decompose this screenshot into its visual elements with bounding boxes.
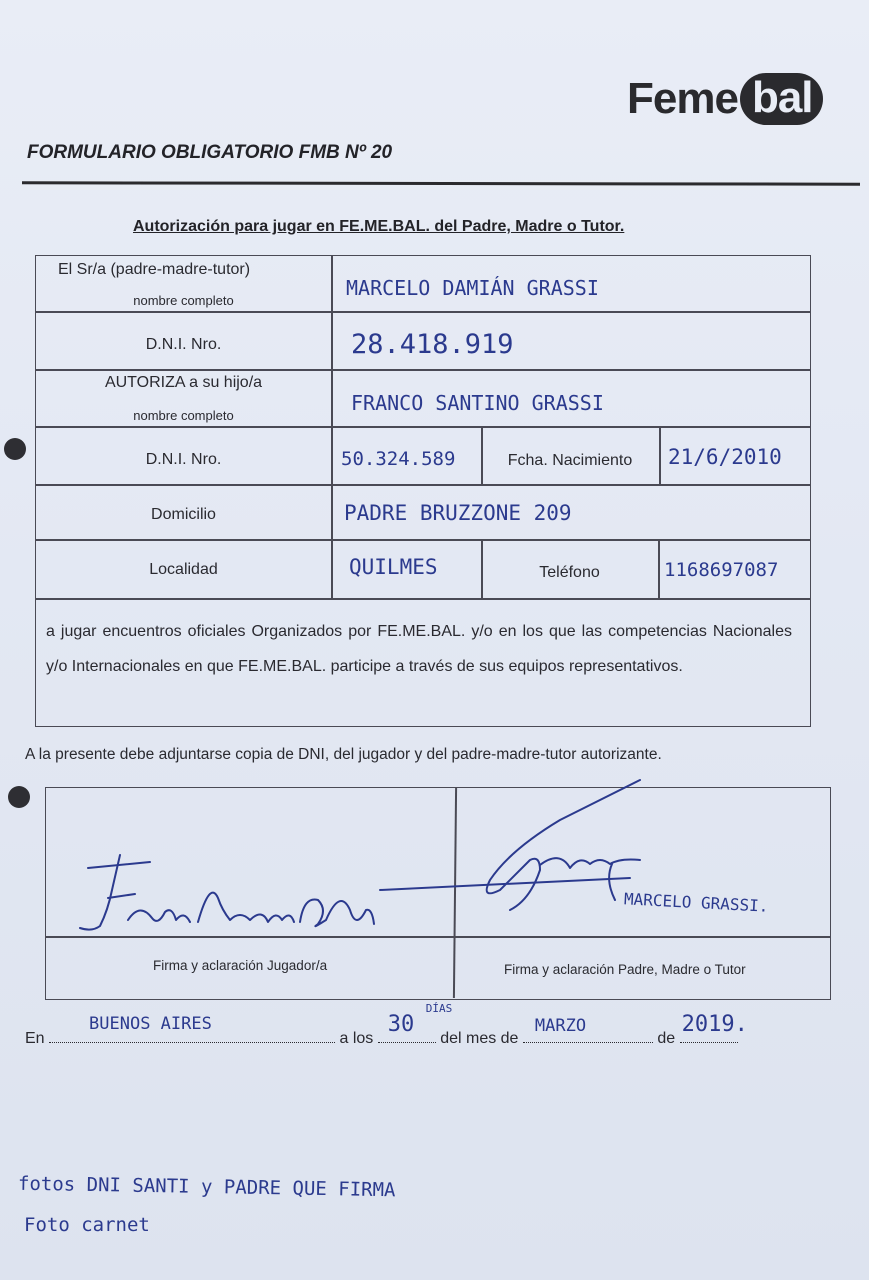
player-signature <box>80 855 374 930</box>
form-subtitle: Autorización para jugar en FE.ME.BAL. del Padre, Madre o Tutor. <box>133 218 625 235</box>
tutor-name-value: MARCELO DAMIÁN GRASSI <box>346 276 599 300</box>
tutor-signature-label: Firma y aclaración Padre, Madre o Tutor <box>504 962 746 977</box>
authorization-paragraph: a jugar encuentros oficiales Organizados por FE.ME.BAL. y/o en los que las competencias Nacionales y/o Internacionales en que FE.ME.BAL. participe a través de sus equipos representativos. <box>46 623 792 675</box>
a-los-label: a los <box>339 1030 374 1047</box>
place-value: BUENOS AIRES <box>89 1014 212 1034</box>
header-divider <box>22 181 860 185</box>
domicilio-label: Domicilio <box>151 506 216 523</box>
attachment-note: A la presente debe adjuntarse copia de DNI, del jugador y del padre-madre-tutor autorizante. <box>25 746 662 763</box>
col-divider <box>659 426 661 484</box>
player-signature-label: Firma y aclaración Jugador/a <box>153 958 328 973</box>
month-value: MARZO <box>534 1016 587 1036</box>
row-divider <box>36 598 810 600</box>
logo-pill: bal <box>740 73 823 125</box>
tutor-dni-value: 28.418.919 <box>351 329 514 360</box>
punch-hole-top <box>4 438 26 460</box>
telefono-label: Teléfono <box>539 564 600 581</box>
tutor-aclaracion: MARCELO GRASSI. <box>623 889 769 916</box>
year-field <box>680 1012 748 1043</box>
logo-text: Feme <box>627 74 738 123</box>
day-field <box>378 1002 453 1043</box>
localidad-label: Localidad <box>149 561 218 578</box>
authorization-table <box>35 255 811 727</box>
hijo-dni-value: 50.324.589 <box>341 448 456 470</box>
col-divider <box>658 539 660 598</box>
row-divider <box>36 484 810 486</box>
tutor-label: El Sr/a (padre-madre-tutor) <box>58 261 251 278</box>
row-divider <box>36 311 810 313</box>
place-field <box>49 1014 335 1043</box>
fecha-nacimiento-value: 21/6/2010 <box>668 445 782 469</box>
handwritten-note-2: Foto carnet <box>24 1214 150 1236</box>
tutor-signature <box>380 780 640 910</box>
telefono-value: 1168697087 <box>664 559 779 581</box>
femebal-logo <box>627 70 823 128</box>
en-label: En <box>25 1030 45 1047</box>
de-label: de <box>657 1030 676 1047</box>
handwritten-note-1: fotos DNI SANTI y PADRE QUE FIRMA <box>17 1172 396 1202</box>
localidad-value: QUILMES <box>349 555 438 579</box>
domicilio-value: PADRE BRUZZONE 209 <box>344 501 572 525</box>
tutor-sublabel: nombre completo <box>133 293 234 308</box>
dias-value: DÍAS <box>425 1002 453 1015</box>
row-divider <box>36 426 810 428</box>
day-value: 30 <box>387 1012 415 1037</box>
col-divider <box>331 256 333 598</box>
month-field <box>523 1016 653 1043</box>
autoriza-label: AUTORIZA a su hijo/a <box>104 374 263 391</box>
hijo-dni-label: D.N.I. Nro. <box>145 451 222 468</box>
fecha-nacimiento-label: Fcha. Nacimiento <box>507 452 633 469</box>
year-value: 2019. <box>681 1012 748 1037</box>
tutor-dni-label: D.N.I. Nro. <box>145 336 222 353</box>
place-date-line <box>25 1002 748 1048</box>
row-divider <box>36 369 810 371</box>
form-title: FORMULARIO OBLIGATORIO FMB Nº 20 <box>27 142 393 163</box>
autoriza-sublabel: nombre completo <box>133 408 234 423</box>
signatures-drawing <box>0 760 869 960</box>
row-divider <box>36 539 810 541</box>
del-mes-label: del mes de <box>440 1030 519 1047</box>
hijo-name-value: FRANCO SANTINO GRASSI <box>351 391 604 415</box>
